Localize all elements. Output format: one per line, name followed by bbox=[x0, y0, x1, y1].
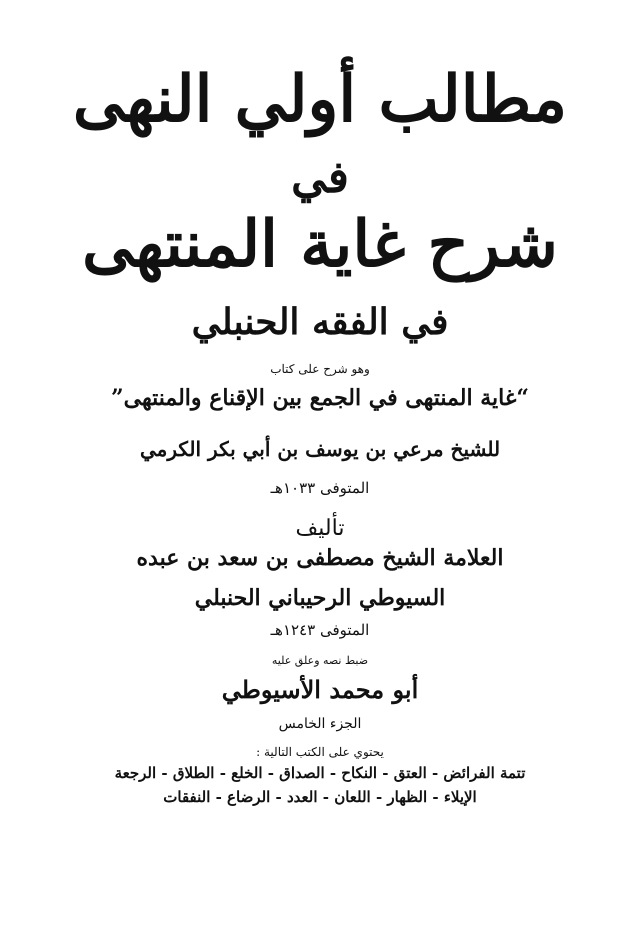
original-author: للشيخ مرعي بن يوسف بن أبي بكر الكرمي bbox=[139, 437, 501, 461]
editing-note: ضبط نصه وعلق عليه bbox=[271, 654, 369, 667]
author-line-1: العلامة الشيخ مصطفى بن سعد بن عبده bbox=[136, 545, 504, 571]
author-death: المتوفى ١٢٤٣هـ bbox=[270, 621, 370, 639]
original-author-death: المتوفى ١٠٣٣هـ bbox=[270, 479, 370, 497]
title-line-3: شرح غاية المنتهى bbox=[82, 207, 558, 282]
contents-label: يحتوي على الكتب التالية : bbox=[256, 745, 384, 759]
authorship-label: تأليف bbox=[295, 516, 345, 541]
editor-name: أبو محمد الأسيوطي bbox=[221, 675, 419, 704]
title-line-2: في bbox=[291, 152, 349, 203]
quoted-book-title: “غاية المنتهى في الجمع بين الإقناع والمنتهى” bbox=[110, 385, 530, 411]
commentary-note: وهو شرح على كتاب bbox=[270, 362, 370, 376]
volume-label: الجزء الخامس bbox=[278, 716, 362, 732]
title-line-1: مطالب أولي النهى bbox=[72, 62, 568, 137]
topics-line-1: تتمة الفرائض - العتق - النكاح - الصداق - الخلع - الطلاق - الرجعة bbox=[114, 764, 526, 782]
title-line-4: في الفقه الحنبلي bbox=[191, 301, 449, 343]
author-line-2: السيوطي الرحيباني الحنبلي bbox=[194, 585, 446, 611]
topics-line-2: الإيلاء - الظهار - اللعان - العدد - الرضاع - النفقات bbox=[163, 788, 477, 806]
